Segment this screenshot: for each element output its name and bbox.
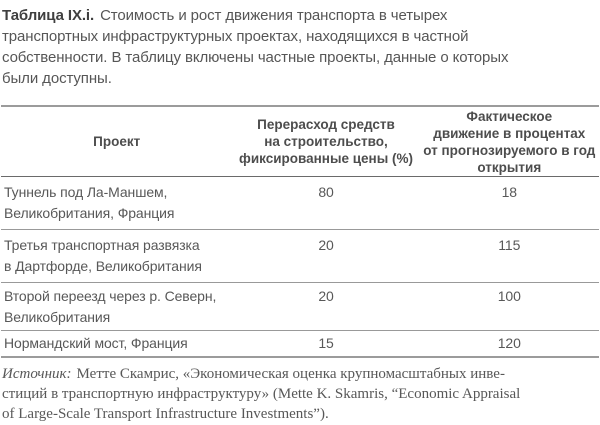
header-line: от прогнозируемого в год xyxy=(423,142,596,158)
cell-project xyxy=(1,333,232,354)
project-line: Нормандский мост, Франция xyxy=(4,335,188,351)
cell-project xyxy=(1,286,232,328)
cell-project xyxy=(1,235,232,277)
cell-cost-overrun: 15 xyxy=(318,335,334,351)
caption-text: Стоимость и рост движения транспорта в четырех xyxy=(100,7,448,24)
project-line: Туннель под Ла-Маншем, xyxy=(4,184,168,200)
cell-actual-traffic: 18 xyxy=(501,184,517,200)
header-cell-actual-traffic xyxy=(420,108,599,176)
project-line: Великобритания xyxy=(4,309,111,325)
header-cell-cost-overrun xyxy=(232,116,419,167)
cell-cost-overrun: 80 xyxy=(318,184,334,200)
header-line: движение в процентах xyxy=(433,125,586,141)
header-line: Перерасход средств xyxy=(257,117,395,132)
cell-project xyxy=(1,182,232,224)
source-note xyxy=(1,364,599,424)
caption-line xyxy=(2,5,598,26)
cell-cost-overrun: 20 xyxy=(318,288,334,304)
source-text: Метте Скамрис, «Экономическая оценка крупномасштабных инве- xyxy=(76,366,505,382)
header-line: на строительство, xyxy=(264,134,388,149)
header-line: Фактическое xyxy=(466,108,553,124)
cell-actual-traffic: 100 xyxy=(497,288,521,304)
project-line: Великобритания, Франция xyxy=(4,205,175,221)
source-label: Источник: xyxy=(2,366,72,382)
header-line: фиксированные цены (%) xyxy=(239,151,413,166)
table-row xyxy=(1,283,599,331)
source-line: стиций в транспортную инфраструктуру» (Mette K. Skamris, “Economic Appraisal xyxy=(2,386,521,402)
project-line: Третья транспортная развязка xyxy=(4,237,200,253)
cell-cost-overrun: 20 xyxy=(318,237,334,253)
table-caption xyxy=(1,5,599,89)
caption-label: Таблица IX.i. xyxy=(2,7,95,24)
table-row xyxy=(1,230,599,283)
table-header-row xyxy=(1,107,599,177)
caption-line: транспортных инфраструктурных проектах, находящихся в частной xyxy=(2,28,469,45)
source-line: of Large-Scale Transport Infrastructure Investments”). xyxy=(2,406,329,422)
table-row xyxy=(1,331,599,356)
header-cell-project: Проект xyxy=(93,134,141,149)
cell-actual-traffic: 115 xyxy=(498,237,521,253)
project-line: в Дартфорде, Великобритания xyxy=(4,258,202,274)
source-line xyxy=(2,364,598,384)
data-table xyxy=(1,105,599,358)
cell-actual-traffic: 120 xyxy=(497,335,521,351)
caption-line: были доступны. xyxy=(2,70,112,87)
project-line: Второй переезд через р. Северн, xyxy=(4,288,217,304)
header-line: открытия xyxy=(477,159,542,175)
caption-line: собственности. В таблицу включены частные проекты, данные о которых xyxy=(2,49,509,66)
table-row xyxy=(1,177,599,230)
